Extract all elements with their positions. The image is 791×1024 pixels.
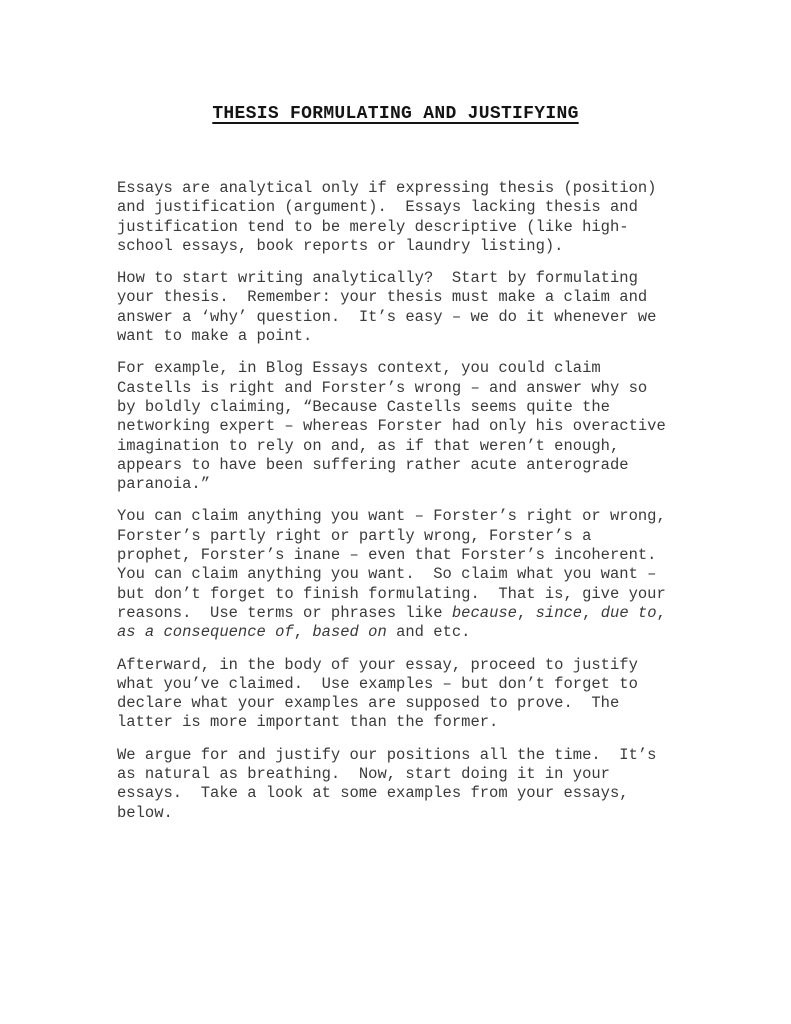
text-segment: Castells is right and Forster’s wrong – and answer why so	[117, 378, 648, 397]
text-segment: paranoia.”	[117, 475, 211, 494]
text-segment: below.	[117, 803, 173, 822]
text-line	[117, 475, 666, 494]
text-segment: want to make a point.	[117, 327, 313, 346]
text-segment: as natural as breathing. Now, start doing it in your	[117, 765, 610, 784]
paragraph	[117, 359, 666, 494]
text-line	[117, 379, 666, 398]
italic-text-segment: due to	[600, 603, 657, 622]
text-segment: and justification (argument). Essays lacking thesis and	[117, 198, 638, 217]
text-line	[117, 784, 666, 803]
text-segment: what you’ve claimed. Use examples – but don’t forget to	[117, 674, 638, 693]
text-line	[117, 308, 666, 327]
text-segment: How to start writing analytically? Start by formulating	[117, 269, 638, 288]
text-segment: imagination to rely on and, as if that weren’t enough,	[117, 436, 620, 455]
text-segment: your thesis. Remember: your thesis must make a claim and	[117, 288, 648, 307]
text-segment: networking expert – whereas Forster had only his overactive	[117, 417, 666, 436]
text-line	[117, 507, 666, 526]
text-segment: reasons. Use terms or phrases like	[117, 603, 452, 622]
text-line	[117, 218, 666, 237]
text-segment: appears to have been suffering rather acute anterograde	[117, 455, 629, 474]
text-segment: and etc.	[386, 623, 471, 642]
text-segment: We argue for and justify our positions all the time. It’s	[117, 745, 657, 764]
text-line	[117, 623, 666, 642]
text-segment: essays. Take a look at some examples from your essays,	[117, 784, 629, 803]
text-segment: For example, in Blog Essays context, you could claim	[117, 359, 601, 378]
text-line	[117, 237, 666, 256]
text-line	[117, 675, 666, 694]
text-segment: prophet, Forster’s inane – even that Forster’s incoherent.	[117, 546, 657, 565]
text-line	[117, 417, 666, 436]
text-segment: ,	[582, 603, 601, 622]
text-line	[117, 746, 666, 765]
text-segment: ,	[656, 603, 666, 622]
text-segment: ,	[516, 603, 536, 622]
text-line	[117, 804, 666, 823]
text-line	[117, 585, 666, 604]
text-line	[117, 359, 666, 378]
document-title: THESIS FORMULATING AND JUSTIFYING	[212, 104, 579, 124]
text-line	[117, 398, 666, 417]
paragraph	[117, 656, 666, 733]
italic-text-segment: since	[535, 603, 583, 622]
text-segment: but don’t forget to finish formulating. That is, give your	[117, 584, 666, 603]
text-line	[117, 546, 666, 565]
text-segment: by boldly claiming, “Because Castells seems quite the	[117, 397, 610, 416]
text-line	[117, 565, 666, 584]
italic-text-segment: because	[451, 603, 517, 622]
text-line	[117, 179, 666, 198]
text-line	[117, 694, 666, 713]
text-line	[117, 437, 666, 456]
text-segment: ,	[293, 623, 313, 642]
text-segment: justification tend to be merely descriptive (like high-	[117, 217, 629, 236]
paragraph	[117, 507, 666, 642]
text-line	[117, 456, 666, 475]
text-segment: You can claim anything you want – Forster’s right or wrong,	[117, 507, 666, 526]
paragraph	[117, 179, 666, 256]
text-segment: You can claim anything you want. So claim what you want –	[117, 565, 657, 584]
text-line	[117, 198, 666, 217]
text-line	[117, 656, 666, 675]
italic-text-segment: as a consequence of	[117, 623, 294, 642]
text-line	[117, 288, 666, 307]
text-segment: Forster’s partly right or partly wrong, Forster’s a	[117, 526, 592, 545]
text-segment: Essays are analytical only if expressing thesis (position)	[117, 179, 657, 197]
text-segment: latter is more important than the former.	[117, 713, 499, 732]
text-line	[117, 604, 666, 623]
text-line	[117, 713, 666, 732]
text-segment: answer a ‘why’ question. It’s easy – we do it whenever we	[117, 307, 657, 326]
italic-text-segment: based on	[312, 623, 387, 642]
text-segment: school essays, book reports or laundry listing).	[117, 236, 564, 255]
text-line	[117, 765, 666, 784]
paragraph	[117, 269, 666, 346]
document-title-row	[0, 104, 791, 124]
text-line	[117, 327, 666, 346]
text-segment: declare what your examples are supposed to prove. The	[117, 694, 620, 713]
text-line	[117, 527, 666, 546]
text-line	[117, 269, 666, 288]
paragraph	[117, 746, 666, 823]
text-segment: Afterward, in the body of your essay, proceed to justify	[117, 655, 638, 674]
document-body	[117, 179, 666, 836]
